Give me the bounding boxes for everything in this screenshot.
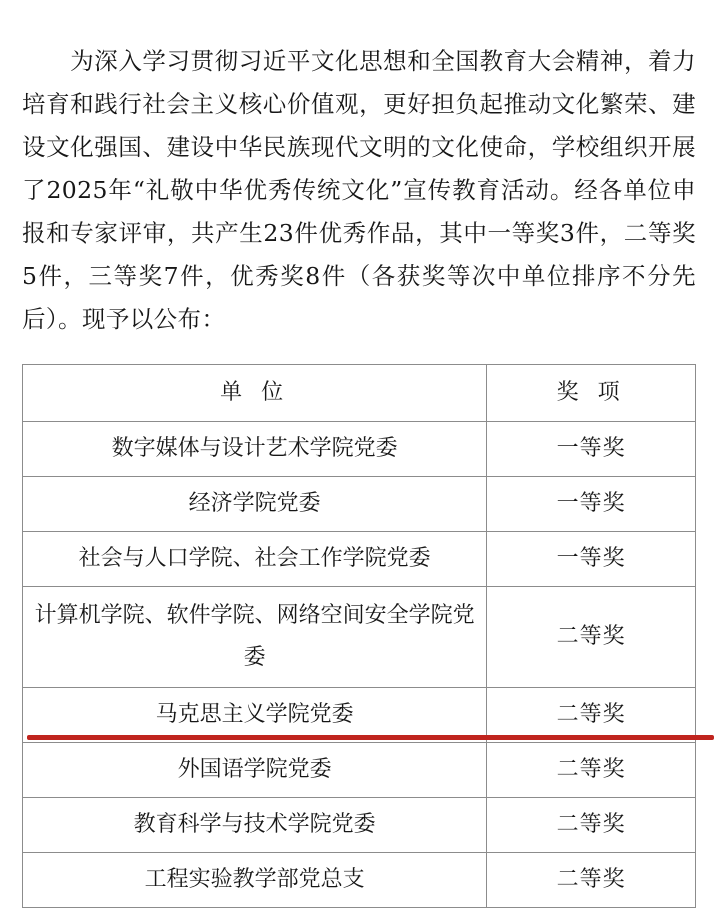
cell-award: 一等奖 [487,422,696,477]
table-row-highlighted [23,688,696,743]
cell-unit-text: 马克思主义学院党委 [155,702,354,727]
cell-unit: 工程实验教学部党总支 [23,853,487,908]
column-header-award: 奖 项 [487,365,696,422]
cell-unit: 外国语学院党委 [23,743,487,798]
table-row [23,798,696,853]
cell-unit [23,688,487,743]
cell-award: 二等奖 [487,688,696,743]
award-table [22,364,696,908]
cell-unit: 计算机学院、软件学院、网络空间安全学院党委 [23,587,487,688]
cell-award: 一等奖 [487,477,696,532]
cell-award: 二等奖 [487,587,696,688]
notice-paragraph [22,40,696,341]
paragraph-text: 为深入学习贯彻习近平文化思想和全国教育大会精神，着力培育和践行社会主义核心价值观，更好担负起推动文化繁荣、建设文化强国、建设中华民族现代文明的文化使命，学校组织开展了2025年“礼敬中华优秀传统文化”宣传教育活动。经各单位申报和专家评审，共产生23件优秀作品，其中一等奖3件，二等奖5件，三等奖7件，优秀奖8件（各获奖等次中单位排序不分先后）。现予以公布： [22,46,696,333]
table-row [23,422,696,477]
cell-unit: 数字媒体与设计艺术学院党委 [23,422,487,477]
table-row [23,743,696,798]
table-header-row [23,365,696,422]
cell-unit: 社会与人口学院、社会工作学院党委 [23,532,487,587]
cell-award: 二等奖 [487,798,696,853]
table-row [23,853,696,908]
cell-award: 二等奖 [487,743,696,798]
table-body [23,422,696,908]
red-underline-annotation [27,735,714,740]
table-row [23,532,696,587]
table-row [23,587,696,688]
table-row [23,477,696,532]
cell-award: 一等奖 [487,532,696,587]
column-header-unit: 单 位 [23,365,487,422]
cell-unit: 经济学院党委 [23,477,487,532]
cell-award: 二等奖 [487,853,696,908]
cell-unit: 教育科学与技术学院党委 [23,798,487,853]
